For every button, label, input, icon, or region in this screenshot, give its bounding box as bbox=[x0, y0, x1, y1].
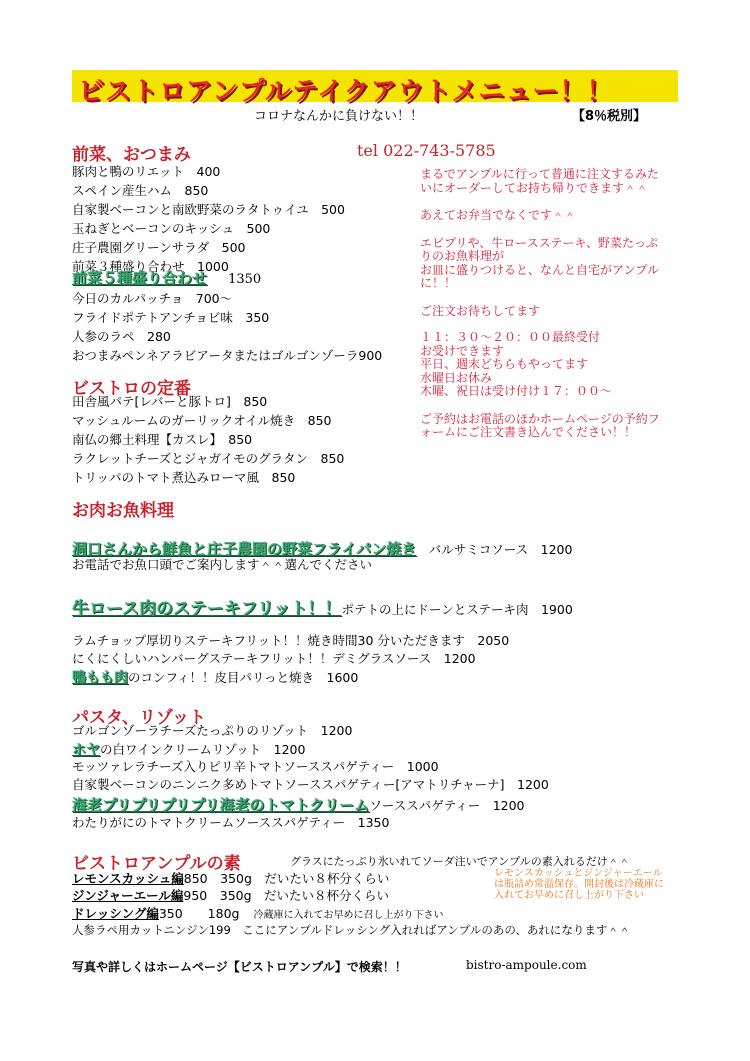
note-dishes: エビプリや、牛ロースステーキ、野菜たっぷりのお魚料理が bbox=[420, 235, 658, 263]
steak-name: 牛ロース肉のステーキフリット！！ bbox=[72, 599, 342, 619]
note-days: 平日、週末どちらもやってます bbox=[420, 357, 589, 371]
list-item: 玉ねぎとベーコンのキッシュ 500 bbox=[72, 221, 271, 236]
lemon-row bbox=[72, 869, 389, 887]
note-holiday: 木曜、祝日は受け付け１７：００～ bbox=[420, 384, 613, 398]
list-item: 前菜３種盛り合わせ 1000 bbox=[72, 259, 229, 274]
pasta-3-name: 海老プリプリプリプリ海老のトマトクリーム bbox=[72, 796, 370, 814]
dressing-name: ドレッシング編 bbox=[72, 906, 159, 921]
section-meat-fish: お肉お魚料理 bbox=[72, 501, 174, 521]
orange-note bbox=[494, 868, 666, 901]
risotto-2-rest: の白ワインクリームリゾット 1200 bbox=[100, 742, 306, 757]
pasta-1: モッツァレラチーズ入りピリ辛トマトソーススパゲティー 1000 bbox=[72, 759, 439, 774]
risotto-2-row bbox=[72, 739, 305, 759]
pasta-3-rest: ソーススパゲティー 1200 bbox=[369, 798, 525, 813]
section-bistro: ビストロの定番 bbox=[72, 379, 191, 399]
orange-note-text: レモンスカッシュとジンジャーエールは瓶詰め常温保存。開封後は冷蔵庫に入れてお早めに召し上がり下さい bbox=[494, 868, 664, 901]
duck-rest: のコンフィ！！皮目パリっと焼き 1600 bbox=[128, 670, 359, 685]
note-accept: お受けできます bbox=[420, 343, 505, 358]
duck-name: 鴨もも肉 bbox=[72, 670, 128, 686]
appetizer5-row bbox=[72, 267, 261, 288]
ginger-row bbox=[72, 886, 389, 904]
section-appetizers: 前菜、おつまみ bbox=[72, 145, 191, 165]
dressing-price: 350 180g bbox=[158, 906, 240, 921]
tax-note: 【8％税別】 bbox=[572, 109, 647, 124]
footer-url[interactable]: bistro-ampoule.com bbox=[466, 958, 587, 972]
tel: tel 022-743-5785 bbox=[357, 141, 496, 160]
ampoule-desc: グラスにたっぷり氷いれてソーダ注いでアンプルの素入れるだけ＾＾ bbox=[290, 855, 630, 868]
list-item: マッシュルームのガーリックオイル焼き 850 bbox=[72, 413, 332, 428]
risotto-1: ゴルゴンゾーラチーズたっぷりのリゾット 1200 bbox=[72, 723, 353, 738]
page-subtitle: コロナなんかに負けない！！ bbox=[254, 109, 424, 124]
appetizer-list bbox=[72, 162, 345, 276]
appetizer5-name: 前菜５種盛り合わせ bbox=[72, 269, 208, 287]
list-item: おつまみペンネアラビアータまたはゴルゴンゾーラ900 bbox=[72, 348, 383, 363]
lemon-name: レモンスカッシュ編 bbox=[72, 871, 184, 886]
note-plating: お皿に盛りつけると、なんと自宅がアンプルに！！ bbox=[420, 262, 660, 290]
note-intro: まるでアンプルに行って普通に注文するみたいにオーダーしてお持ち帰りできます＾＾ bbox=[420, 167, 659, 195]
hamburg-item: にくにくしいハンバーグステーキフリット！！デミグラスソース 1200 bbox=[72, 651, 476, 666]
list-item: 南仏の郷土料理【カスレ】 850 bbox=[72, 432, 253, 447]
dressing-note: 冷蔵庫に入れてお早めに召し上がり下さい bbox=[253, 910, 444, 921]
fish-note: お電話でお魚口頭でご案内します＾＾選んでください bbox=[72, 557, 373, 572]
ginger-rest: 950 350g だいたい８杯分くらい bbox=[183, 888, 390, 903]
steak-row bbox=[72, 594, 573, 619]
list-item: フライドポテトアンチョビ味 350 bbox=[72, 310, 270, 325]
pasta-4: わたりがにのトマトクリームソーススパゲティー 1350 bbox=[72, 815, 390, 830]
risotto-2-name: ホヤ bbox=[72, 742, 100, 758]
pasta-2: 自家製ベーコンのニンニク多めトマトソーススパゲティー[アマトリチャーナ] 1200 bbox=[72, 777, 549, 792]
fish-name: 洞口さんから鮮魚と庄子農園の野菜フライパン焼き bbox=[72, 540, 417, 558]
list-item: トリッパのトマト煮込みローマ風 850 bbox=[72, 470, 296, 485]
bistro-list bbox=[72, 392, 344, 487]
pasta-3-row bbox=[72, 794, 525, 815]
lemon-rest: 850 350g だいたい８杯分くらい bbox=[183, 871, 390, 886]
carrot-item: 人参ラペ用カットニンジン199 ここにアンプルドレッシング入れればアンプルのあの、あれになります＾＾ bbox=[72, 923, 631, 937]
list-item: 豚肉と鴨のリエット 400 bbox=[72, 164, 221, 179]
ginger-name: ジンジャーエール編 bbox=[72, 888, 184, 903]
note-order: ご注文お待ちしてます bbox=[420, 303, 541, 318]
page-title: ビストロアンプルテイクアウトメニュー！！ bbox=[78, 77, 614, 107]
note-closed: 水曜日お休み bbox=[420, 370, 493, 385]
title-banner bbox=[72, 70, 678, 107]
appetizer5-price: 1350 bbox=[228, 272, 262, 287]
appetizer-list-2 bbox=[72, 289, 382, 365]
lamb-item: ラムチョップ厚切りステーキフリット！！焼き時間30 分いただきます 2050 bbox=[72, 633, 510, 648]
list-item: 人参のラペ 280 bbox=[72, 329, 171, 344]
dressing-row bbox=[72, 904, 443, 922]
fish-rest: バルサミコソース 1200 bbox=[416, 542, 573, 557]
note-bento: あえてお弁当でなくです＾＾ bbox=[420, 208, 577, 222]
duck-row bbox=[72, 667, 358, 687]
list-item: 田舎風パテ[レバーと豚トロ] 850 bbox=[72, 394, 268, 409]
list-item: ラクレットチーズとジャガイモのグラタン 850 bbox=[72, 451, 345, 466]
section-ampoule: ビストロアンプルの素 bbox=[72, 854, 241, 874]
list-item: スペイン産生ハム 850 bbox=[72, 183, 209, 198]
notes-column bbox=[420, 168, 660, 440]
footer-text: 写真や詳しくはホームページ【ビストロアンプル】で検索！！ bbox=[72, 960, 407, 974]
section-pasta: パスタ、リゾット bbox=[72, 708, 206, 728]
list-item: 庄子農園グリーンサラダ 500 bbox=[72, 240, 246, 255]
list-item: 自家製ベーコンと南欧野菜のラタトゥイユ 500 bbox=[72, 202, 345, 217]
steak-rest: ポテトの上にドーンとステーキ肉 1900 bbox=[341, 602, 573, 617]
note-reserve: ご予約はお電話のほかホームページの予約フォームにご注文書き込んでください！！ bbox=[420, 411, 660, 439]
note-hours: １１：３０～２０：００最終受付 bbox=[420, 330, 601, 344]
list-item: 今日のカルパッチョ 700～ bbox=[72, 291, 233, 306]
